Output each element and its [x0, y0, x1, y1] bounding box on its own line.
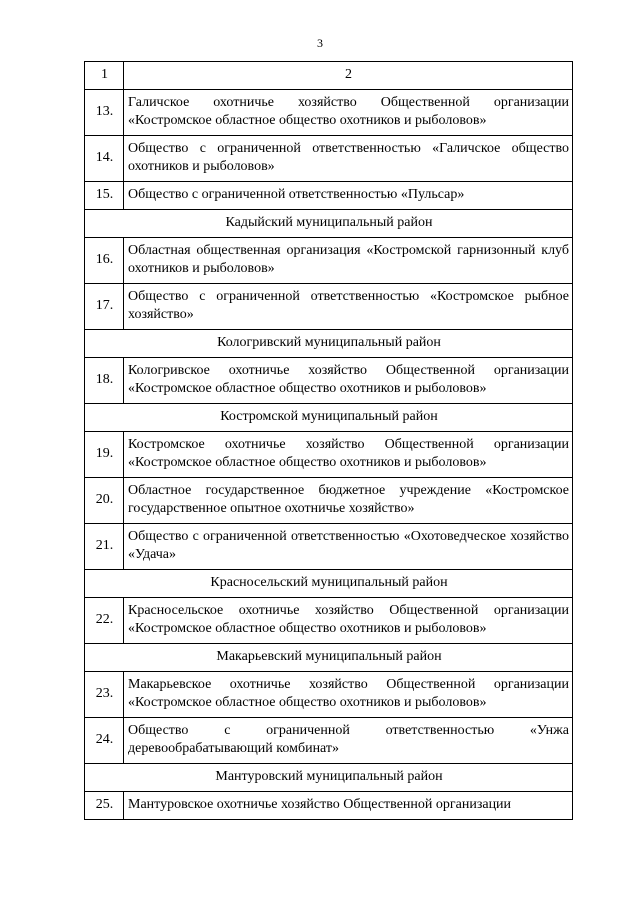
row-number: 20. [85, 478, 124, 524]
organizations-table [84, 61, 573, 820]
region-heading: Костромской муниципальный район [85, 404, 573, 432]
row-number: 22. [85, 598, 124, 644]
table-row [85, 718, 573, 764]
row-number: 24. [85, 718, 124, 764]
organization-name: Кологривское охотничье хозяйство Общественной организации «Костромское областное общество охотников и рыболовов» [124, 358, 573, 404]
header-col-2: 2 [124, 62, 573, 90]
region-heading-row [85, 330, 573, 358]
region-heading: Кадыйский муниципальный район [85, 210, 573, 238]
table-row [85, 524, 573, 570]
table-header-row [85, 62, 573, 90]
organization-name: Общество с ограниченной ответственностью «Пульсар» [124, 182, 573, 210]
table-row [85, 182, 573, 210]
organization-name: Красносельское охотничье хозяйство Общественной организации «Костромское областное общество охотников и рыболовов» [124, 598, 573, 644]
table-row [85, 284, 573, 330]
region-heading: Мантуровский муниципальный район [85, 764, 573, 792]
region-heading-row [85, 764, 573, 792]
organization-name: Общество с ограниченной ответственностью «Унжа деревообрабатывающий комбинат» [124, 718, 573, 764]
organization-name: Общество с ограниченной ответственностью «Охотоведческое хозяйство «Удача» [124, 524, 573, 570]
region-heading: Кологривский муниципальный район [85, 330, 573, 358]
row-number: 15. [85, 182, 124, 210]
table-row [85, 598, 573, 644]
organization-name: Областное государственное бюджетное учреждение «Костромское государственное опытное охотничье хозяйство» [124, 478, 573, 524]
table-row [85, 90, 573, 136]
region-heading: Красносельский муниципальный район [85, 570, 573, 598]
organization-name: Общество с ограниченной ответственностью «Галичское общество охотников и рыболовов» [124, 136, 573, 182]
organization-name: Галичское охотничье хозяйство Общественной организации «Костромское областное общество охотников и рыболовов» [124, 90, 573, 136]
page-number: 3 [317, 36, 323, 50]
table-row [85, 672, 573, 718]
table-row [85, 358, 573, 404]
region-heading-row [85, 644, 573, 672]
header-col-1: 1 [85, 62, 124, 90]
row-number: 21. [85, 524, 124, 570]
organization-name: Мантуровское охотничье хозяйство Общественной организации [124, 792, 573, 820]
region-heading-row [85, 570, 573, 598]
row-number: 18. [85, 358, 124, 404]
row-number: 17. [85, 284, 124, 330]
row-number: 14. [85, 136, 124, 182]
organization-name: Общество с ограниченной ответственностью «Костромское рыбное хозяйство» [124, 284, 573, 330]
row-number: 16. [85, 238, 124, 284]
row-number: 25. [85, 792, 124, 820]
region-heading-row [85, 210, 573, 238]
row-number: 23. [85, 672, 124, 718]
region-heading: Макарьевский муниципальный район [85, 644, 573, 672]
row-number: 13. [85, 90, 124, 136]
table-row [85, 478, 573, 524]
table-row [85, 432, 573, 478]
row-number: 19. [85, 432, 124, 478]
organization-name: Макарьевское охотничье хозяйство Общественной организации «Костромское областное общество охотников и рыболовов» [124, 672, 573, 718]
table-row [85, 238, 573, 284]
organization-name: Областная общественная организация «Костромской гарнизонный клуб охотников и рыболовов» [124, 238, 573, 284]
organization-name: Костромское охотничье хозяйство Общественной организации «Костромское областное общество охотников и рыболовов» [124, 432, 573, 478]
table-row [85, 136, 573, 182]
region-heading-row [85, 404, 573, 432]
table-row [85, 792, 573, 820]
